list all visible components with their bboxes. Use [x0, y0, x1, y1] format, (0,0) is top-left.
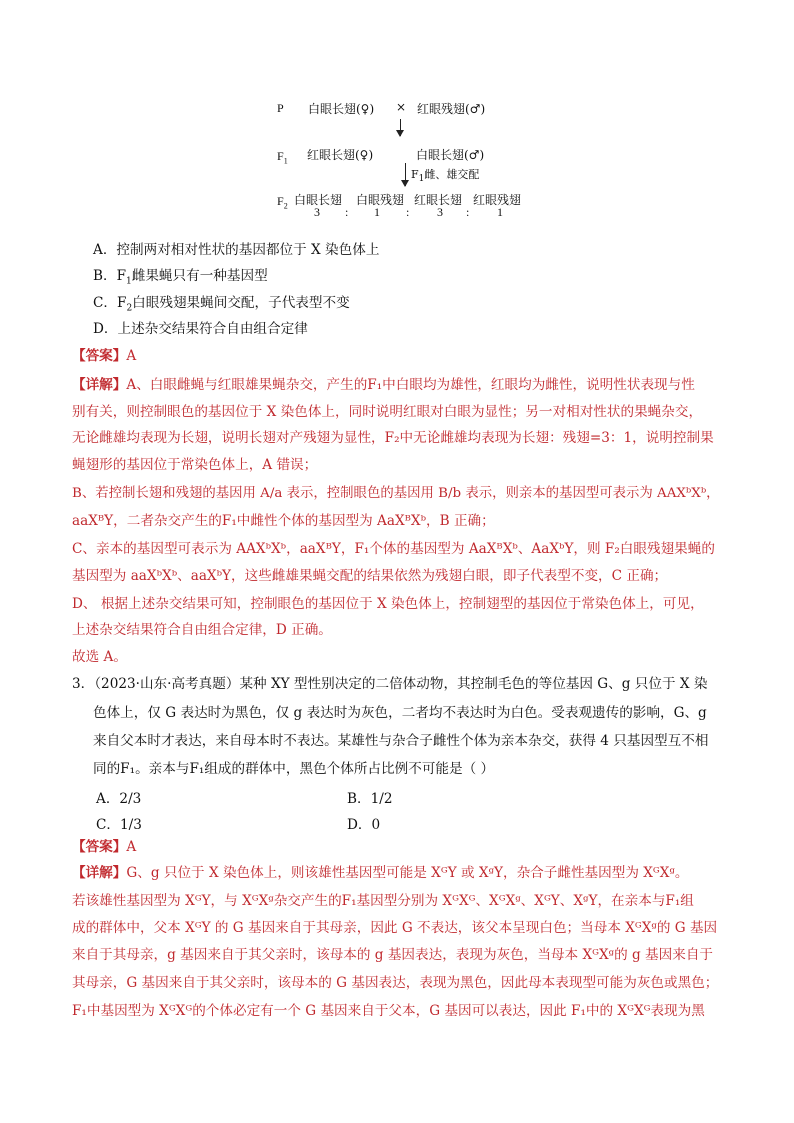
q3-stem-line: 色体上，仅 G 表达时为黑色，仅 g 表达时为灰色，二者均不表达时为白色。受表观遗传的影响，G、g	[93, 705, 707, 721]
f2-phenotype: 红眼长翅	[414, 193, 463, 207]
q3-option-a: A．2/3	[96, 791, 142, 807]
q3-detail-line: 来自于其母亲，g 基因来自于其父亲时，该母本的 g 基因表达，表现为灰色，当母本 XᴳXᵍ的 g 基因来自于	[72, 947, 714, 963]
mating-note: $F_1$雌、雄交配	[411, 168, 480, 185]
f2-ratio-separator: :	[466, 205, 470, 219]
q3-stem-line: 来自父本时才表达，来自母本时不表达。某雄性与杂合子雌性个体为亲本杂交，获得 4 只基因型互不相	[93, 733, 709, 749]
q3-option-b: B．1/2	[347, 791, 393, 807]
q2-detail-line: 【详解】A、白眼雌蝇与红眼雄果蝇杂交，产生的F₁中白眼均为雄性，红眼均为雌性，说明性状表现与性	[72, 377, 695, 393]
q2-detail-line: D、 根据上述杂交结果可知，控制眼色的基因位于 X 染色体上，控制翅型的基因位于常染色体上，可见，	[72, 596, 704, 612]
q2-detail-line: 别有关，则控制眼色的基因位于 X 染色体上，同时说明红眼对白眼为显性；另一对相对性状的果蝇杂交，	[72, 404, 703, 420]
q2-conclusion: 故选 A。	[72, 649, 127, 665]
q2-detail-line: 上述杂交结果符合自由组合定律，D 正确。	[72, 622, 332, 638]
q2-detail-line: aaXᴮY，二者杂交产生的F₁中雌性个体的基因型为 AaXᴮXᵇ，B 正确；	[72, 513, 495, 529]
f2-ratio-separator: :	[406, 205, 410, 219]
q2-option-c: C．$F_2$白眼残翅果蝇间交配，子代表型不变	[93, 295, 350, 314]
f2-generation-label: $F_2$	[277, 194, 288, 211]
f2-ratio-value: 3	[314, 205, 320, 219]
f2-phenotype: 白眼残翅	[356, 193, 405, 207]
f2-ratio-value: 3	[437, 205, 443, 219]
f2-phenotype: 白眼长翅	[294, 193, 343, 207]
q3-detail-line: 若该雄性基因型为 XᴳY，与 XᴳXᵍ杂交产生的F₁基因型分别为 XᴳXᴳ、XᴳXᵍ、XᴳY、XᵍY，在亲本与F₁组	[72, 893, 694, 909]
q3-detail-line: 【详解】G、g 只位于 X 染色体上，则该雄性基因型可能是 XᴳY 或 XᵍY，杂合子雌性基因型为 XᴳXᵍ。	[72, 865, 689, 881]
q3-answer: 【答案】A	[72, 839, 137, 855]
q3-detail-line: 成的群体中，父本 XᴳY 的 G 基因来自于其母亲，因此 G 不表达，该父本呈现白色；当母本 XᴳXᵍ的 G 基因	[72, 920, 718, 936]
q2-option-d: D．上述杂交结果符合自由组合定律	[93, 321, 308, 337]
f2-phenotype: 红眼残翅	[473, 193, 522, 207]
q3-stem-line: 3．（2023·山东·高考真题）某种 XY 型性别决定的二倍体动物，其控制毛色的等位基因 G、g 只位于 X 染	[72, 676, 708, 692]
genetic-cross-diagram	[270, 96, 570, 226]
q3-option-c: C．1/3	[96, 817, 142, 833]
q2-answer: 【答案】A	[72, 348, 137, 364]
q3-detail-line: F₁中基因型为 XᴳXᴳ的个体必定有一个 G 基因来自于父本，G 基因可以表达，因此 F₁中的 XᴳXᴳ表现为黑	[72, 1003, 705, 1019]
q3-stem-line: 同的F₁。亲本与F₁组成的群体中，黑色个体所占比例不可能是（ ）	[93, 761, 495, 777]
f2-ratio-value: 1	[374, 205, 380, 219]
q2-option-a: A．控制两对相对性状的基因都位于 X 染色体上	[93, 242, 380, 258]
p-male-phenotype: 红眼残翅(♂)	[417, 102, 486, 116]
down-arrow-icon	[400, 119, 401, 136]
q2-detail-line: C、亲本的基因型可表示为 AAXᵇXᵇ，aaXᴮY，F₁个体的基因型为 AaXᴮXᵇ、AaXᵇY，则 F₂白眼残翅果蝇的	[72, 541, 715, 557]
q3-detail-line: 其母亲，G 基因来自于其父亲时，该母本的 G 基因表达，表现为黑色，因此母本表现型可能为灰色或黑色；	[72, 975, 719, 991]
f1-male-phenotype: 白眼长翅(♂)	[416, 148, 485, 162]
down-arrow-icon	[405, 163, 406, 186]
cross-sign: ×	[396, 100, 407, 114]
f2-ratio-value: 1	[497, 205, 503, 219]
q2-detail-line: 基因型为 aaXᵇXᵇ、aaXᵇY，这些雌雄果蝇交配的结果依然为残翅白眼，即子代表型不变，C 正确；	[72, 568, 668, 584]
q2-option-b: B．$F_1$雌果蝇只有一种基因型	[93, 268, 268, 287]
p-generation-label: P	[277, 101, 284, 115]
f2-ratio-separator: :	[345, 205, 349, 219]
q2-detail-line: 蝇翅形的基因位于常染色体上，A 错误；	[72, 457, 318, 473]
f1-generation-label: $F_1$	[277, 149, 288, 166]
p-female-phenotype: 白眼长翅(♀)	[308, 102, 375, 116]
q2-detail-line: 无论雌雄均表现为长翅，说明长翅对产残翅为显性，F₂中无论雌雄均表现为长翅：残翅=3：1，说明控制果	[72, 430, 714, 446]
q3-option-d: D．0	[347, 817, 381, 833]
f1-female-phenotype: 红眼长翅(♀)	[307, 148, 374, 162]
q2-detail-line: B、若控制长翅和残翅的基因用 A/a 表示，控制眼色的基因用 B/b 表示，则亲本的基因型可表示为 AAXᵇXᵇ，	[72, 486, 720, 501]
